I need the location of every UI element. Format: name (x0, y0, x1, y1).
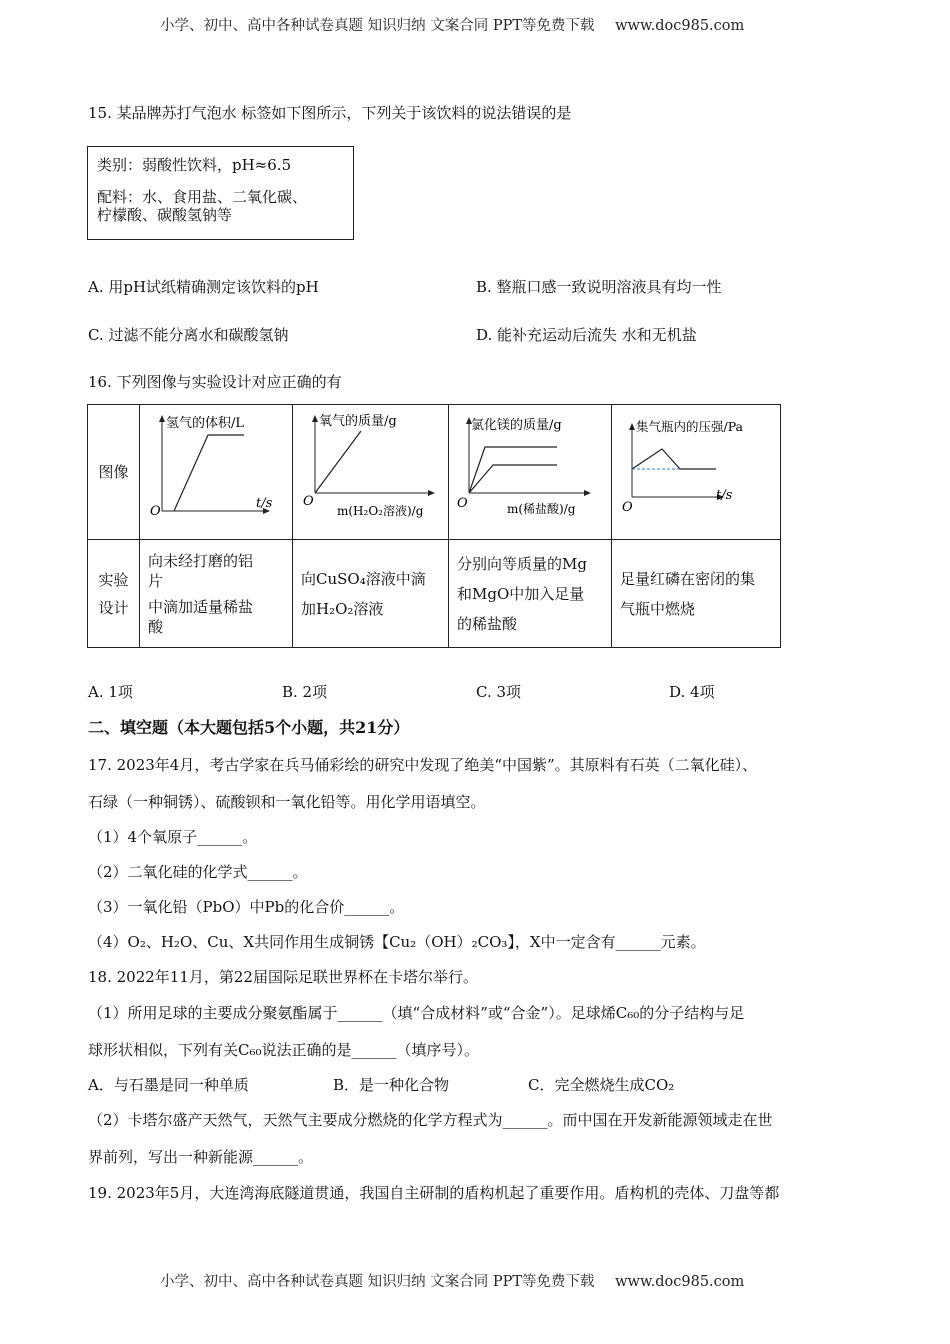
q16-option-a[interactable]: A. 1项 (88, 683, 133, 701)
q15-option-b[interactable]: B. 整瓶口感一致说明溶液具有均一性 (476, 278, 722, 296)
graph-1-ylabel: 氢气的体积/L (166, 416, 245, 431)
q16-row-label-design: 实验 设计 (88, 540, 140, 648)
q15-label-line1: 类别：弱酸性饮料，pH≈6.5 (97, 156, 292, 174)
header-text: 小学、初中、高中各种试卷真题 知识归纳 文案合同 PPT等免费下载 (160, 18, 595, 34)
page-header (160, 14, 744, 35)
q15-label-line2: 配料：水、食用盐、二氧化碳、 (97, 188, 308, 206)
graph-1-xlabel: t/s (256, 496, 273, 511)
q16-graph-1 (140, 405, 293, 540)
q18-line5: 界前列，写出一种新能源______。 (88, 1148, 314, 1166)
q17-line1: 17. 2023年4月，考古学家在兵马俑彩绘的研究中发现了绝美“中国紫”。其原料有石英（二氧化硅）、 (88, 756, 758, 774)
header-url[interactable]: www.doc985.com (615, 18, 745, 34)
q16-graph-2 (293, 405, 449, 540)
q16-graph-4 (612, 405, 781, 540)
q19-line1: 19. 2023年5月，大连湾海底隧道贯通，我国自主研制的盾构机起了重要作用。盾构机的壳体、刀盘等都 (88, 1184, 780, 1202)
q17-sub2: （2）二氧化硅的化学式______。 (88, 863, 308, 881)
q18-option-b[interactable]: B．是一种化合物 (333, 1076, 450, 1094)
q16-option-d[interactable]: D. 4项 (669, 683, 715, 701)
q16-row-label-graph: 图像 (88, 405, 140, 540)
q18-option-a[interactable]: A．与石墨是同一种单质 (88, 1076, 249, 1094)
q18-line2: （1）所用足球的主要成分聚氨酯属于______（填“合成材料”或“合金”）。足球烯C₆₀的分子结构与足 (88, 1004, 745, 1022)
q15-label-box (87, 146, 354, 240)
q16-design-2: 向CuSO₄溶液中滴 加H₂O₂溶液 (293, 540, 449, 648)
q16-design-3: 分别向等质量的Mg 和MgO中加入足量 的稀盐酸 (449, 540, 612, 648)
footer-url[interactable]: www.doc985.com (615, 1274, 745, 1290)
q16-design-1: 向未经打磨的铝 片 中滴加适量稀盐 酸 (140, 540, 293, 648)
q17-line2: 石绿（一种铜锈）、硫酸钡和一氧化铅等。用化学用语填空。 (88, 793, 486, 811)
q16-option-c[interactable]: C. 3项 (476, 683, 522, 701)
q15-option-d[interactable]: D. 能补充运动后流失 水和无机盐 (476, 326, 697, 344)
q17-sub4: （4）O₂、H₂O、Cu、X共同作用生成铜锈【Cu₂（OH）₂CO₃】，X中一定含有______元素。 (88, 933, 706, 951)
graph-4-svg (612, 405, 780, 535)
q17-sub1: （1）4个氧原子______。 (88, 828, 258, 846)
q16-table (87, 404, 781, 648)
q18-line3: 球形状相似，下列有关C₆₀说法正确的是______（填序号）。 (88, 1041, 480, 1059)
section2-title: 二、填空题（本大题包括5个小题，共21分） (88, 718, 410, 737)
graph-1-svg (140, 405, 292, 535)
q15-option-c[interactable]: C. 过滤不能分离水和碳酸氢钠 (88, 326, 289, 344)
graph-4-ylabel: 集气瓶内的压强/Pa (636, 419, 744, 434)
page-footer (160, 1270, 744, 1291)
q15-label-line3: 柠檬酸、碳酸氢钠等 (97, 206, 233, 224)
q16-stem: 16. 下列图像与实验设计对应正确的有 (88, 373, 342, 391)
graph-2-svg (293, 405, 448, 535)
graph-3-origin: O (457, 496, 468, 511)
graph-3-svg (449, 405, 611, 535)
q18-line1: 18. 2022年11月，第22届国际足联世界杯在卡塔尔举行。 (88, 968, 478, 986)
graph-2-ylabel: 氧气的质量/g (319, 414, 397, 429)
q15-stem: 15. 某品牌苏打气泡水 标签如下图所示，下列关于该饮料的说法错误的是 (88, 104, 572, 122)
q16-graph-3 (449, 405, 612, 540)
q15-option-a[interactable]: A. 用pH试纸精确测定该饮料的pH (88, 278, 319, 296)
graph-2-xlabel: m(H₂O₂溶液)/g (337, 504, 424, 518)
graph-3-ylabel: 氯化镁的质量/g (471, 418, 562, 433)
footer-text: 小学、初中、高中各种试卷真题 知识归纳 文案合同 PPT等免费下载 (160, 1274, 595, 1290)
graph-1-origin: O (150, 504, 161, 519)
q18-line4: （2）卡塔尔盛产天然气，天然气主要成分燃烧的化学方程式为______。而中国在开发新能源领域走在世 (88, 1111, 773, 1129)
graph-4-xlabel: t/s (716, 488, 733, 503)
q18-option-c[interactable]: C．完全燃烧生成CO₂ (528, 1076, 675, 1094)
graph-3-xlabel: m(稀盐酸)/g (507, 502, 576, 516)
graph-2-origin: O (303, 494, 314, 509)
q16-design-4: 足量红磷在密闭的集 气瓶中燃烧 (612, 540, 781, 648)
q17-sub3: （3）一氧化铅（PbO）中Pb的化合价______。 (88, 898, 405, 916)
q16-option-b[interactable]: B. 2项 (282, 683, 328, 701)
graph-4-origin: O (622, 500, 633, 515)
